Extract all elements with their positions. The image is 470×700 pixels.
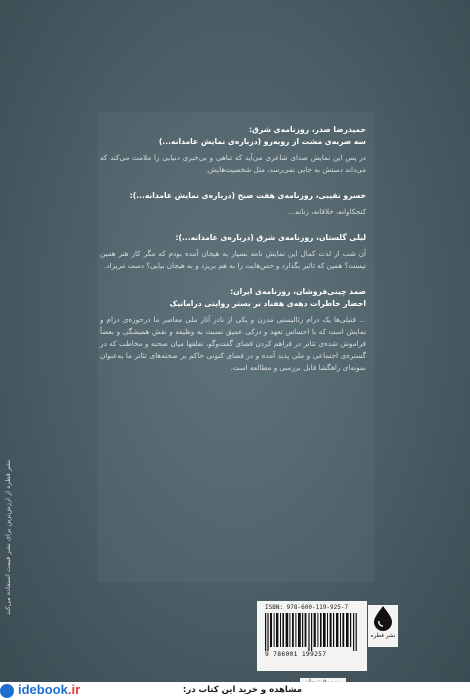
- brand-badge-icon: [0, 684, 14, 698]
- review-head: حمیدرضا صدر، روزنامه‌ی شرق:: [249, 125, 366, 134]
- publisher-name: نشر قطره: [370, 633, 396, 639]
- review-head: لیلی گلستان، روزنامه‌ی شرق (درباره‌ی عامدانه...):: [175, 233, 366, 242]
- review-body: ... فتیلی‌ها یک درام رئالیستی مدرن و یکی از نادر آثار ملی معاصر ما درحوزه‌ی درام و نمایش است که با احساس تعهد و درکی عمیق نسبت به وظیفه و نقش همیشگی و بعضاً فراموش شده‌ی تئاتر در فراهم کردن فضای گفت‌وگو، تعلقها میان صحنه و مخاطب که در گستره‌ی اجتماعی و ملی پدید آمده و در فضای کنونی حاکم بر صحنه‌های تئاتر ما به‌عنوان نمونه‌ای راهگشا قابل بررسی و مطالعه است.: [100, 315, 366, 372]
- brand-domain: .ir: [67, 682, 81, 697]
- drop-logo-icon: [372, 605, 394, 631]
- barcode-number: 9 786001 199257: [265, 651, 327, 658]
- brand-name: idebook: [18, 682, 68, 697]
- isbn-label: ISBN: 978-600-119-925-7: [265, 604, 349, 611]
- spine-text: نشر قطره از ارزش‌ترین برای نشر قیمت استفاده می‌کند: [4, 460, 12, 616]
- review-head: خسرو نقیبی، روزنامه‌ی هفت صبح (درباره‌ی نمایش عامدانه...):: [129, 191, 366, 200]
- footer-message: مشاهده و خرید این کتاب در:: [182, 685, 302, 695]
- review-body: کنجکاوانه، خلاقانه، زنانه...: [288, 207, 366, 216]
- footer-banner[interactable]: [0, 682, 470, 700]
- brand-logo[interactable]: [18, 682, 80, 697]
- review-head: صمد چینی‌فروشان، روزنامه‌ی ایران:: [230, 287, 366, 296]
- review-block: [100, 286, 366, 374]
- review-head: سه ضربه‌ی مشت از روبه‌رو (درباره‌ی نمایش عامدانه...): [158, 137, 366, 146]
- review-body: در پس این نمایش صدای شاعری می‌آید که تباهی و بی‌خبری دنیایی را ملامت می‌کند که می‌داند دستش به جایی نمی‌رسد، مثل شخصیت‌هایش.: [100, 153, 366, 174]
- barcode-icon: [265, 613, 359, 651]
- review-block: [100, 232, 366, 272]
- review-block: [100, 190, 366, 218]
- review-head: احضار خاطرات دهه‌ی هفتاد بر بستر روایتی دراماتیک: [169, 299, 366, 308]
- barcode-box: [257, 601, 367, 671]
- reviews-section: [100, 124, 366, 388]
- review-body: آن شب از لذت کمال این نمایش نامه بسیار به هیجان آمده بودم که مگر کار هنر همین نیست؟ همین که تاثیر بگذارد و حس‌هایت را به هم بریزد و به هیجان بیایی؟ دست مریزاد.: [100, 249, 366, 270]
- publisher-logo: [368, 605, 398, 647]
- review-block: [100, 124, 366, 176]
